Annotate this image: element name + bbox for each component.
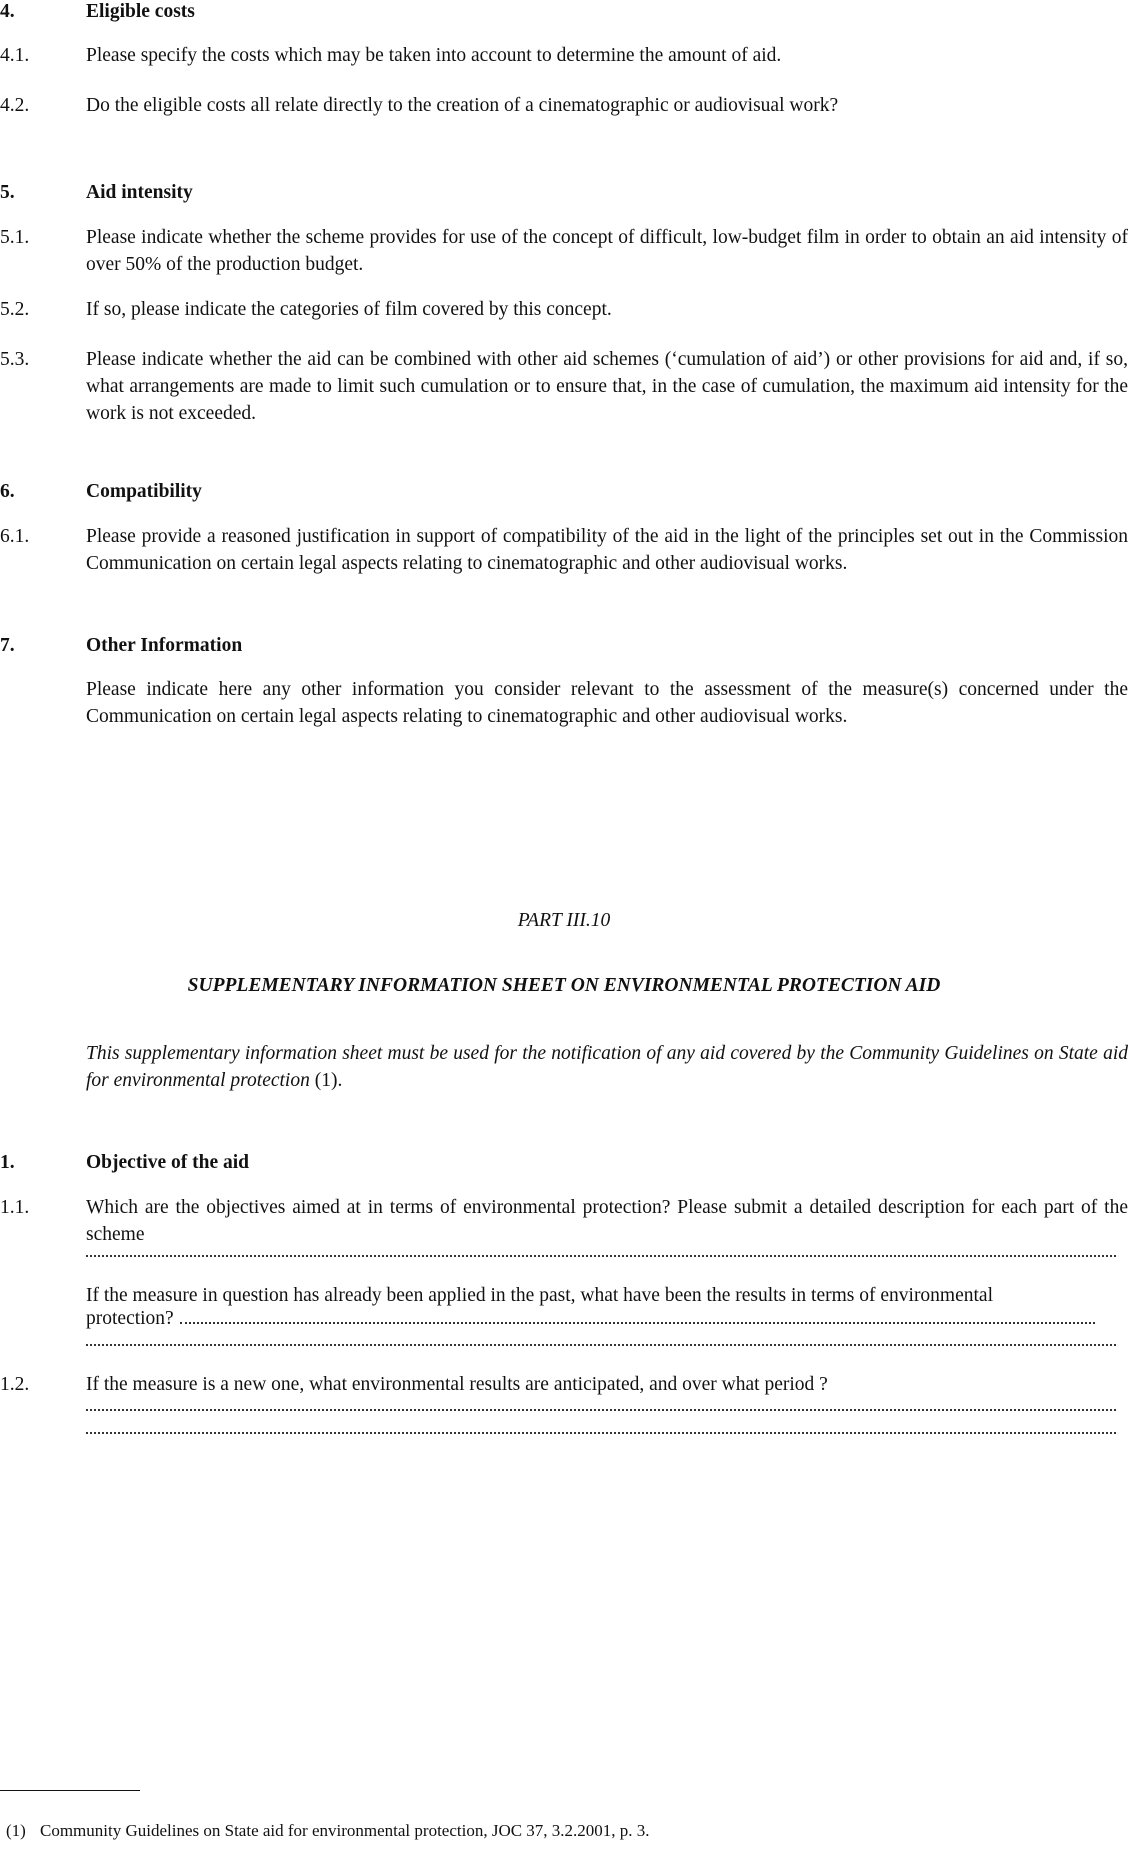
item-6-1-number: 6.1. [0, 526, 30, 547]
item-1-2-number: 1.2. [0, 1374, 30, 1395]
item-1-2-text: If the measure is a new one, what environmental results are anticipated, and over what period ? [86, 1374, 828, 1395]
item-5-1-text: Please indicate whether the scheme provides for use of the concept of difficult, low-budget film in order to obtain an aid intensity of over 50% of the production budget. [86, 227, 1128, 275]
section-6-number: 6. [0, 481, 15, 502]
part-label: PART III.10 [517, 910, 611, 931]
section-1-number: 1. [0, 1152, 15, 1173]
item-4-2-text: Do the eligible costs all relate directly to the creation of a cinematographic or audiovisual work? [86, 95, 839, 116]
part-intro [86, 1040, 1128, 1094]
part-intro-text: This supplementary information sheet must be used for the notification of any aid covered by the Community Guidelines on State aid for environmental protection [86, 1043, 1128, 1091]
section-7-number: 7. [0, 635, 15, 656]
item-5-2-number: 5.2. [0, 299, 30, 320]
item-5-3-text: Please indicate whether the aid can be combined with other aid schemes (‘cumulation of aid’) or other provisions for aid and, if so, what arrangements are made to limit such cumulation or to ensure that, in the case of cumulation, the maximum aid intensity for the work is not exceeded. [86, 349, 1128, 424]
section-6-title: Compatibility [86, 481, 202, 502]
section-5-title: Aid intensity [86, 182, 193, 203]
footnote-text: Community Guidelines on State aid for environmental protection, JOC 37, 3.2.2001, p. 3. [40, 1821, 650, 1840]
answer-line-1-2-b[interactable] [86, 1430, 1116, 1434]
section-4-number: 4. [0, 1, 15, 22]
item-4-2-number: 4.2. [0, 95, 30, 116]
item-4-1-text: Please specify the costs which may be taken into account to determine the amount of aid. [86, 45, 782, 66]
section-5-number: 5. [0, 182, 15, 203]
item-5-2-text: If so, please indicate the categories of film covered by this concept. [86, 299, 612, 320]
answer-line-1-1-a[interactable] [86, 1253, 1116, 1257]
answer-line-1-1-c[interactable] [86, 1342, 1116, 1346]
item-5-3-number: 5.3. [0, 349, 30, 370]
section-7-title: Other Information [86, 635, 243, 656]
item-1-1b-line2 [86, 1305, 1116, 1332]
item-5-1-number: 5.1. [0, 227, 30, 248]
footnote-rule [0, 1790, 140, 1791]
section-4-title: Eligible costs [86, 1, 195, 22]
answer-line-1-2-a[interactable] [86, 1407, 1116, 1411]
item-4-1-number: 4.1. [0, 45, 30, 66]
section-7-body: Please indicate here any other information you consider relevant to the assessment of the measure(s) concerned under the Communication on certain legal aspects relating to cinematographic and other audiovisual works. [86, 679, 1128, 727]
item-1-1b-line2-text: protection? [86, 1308, 174, 1329]
item-1-1b-line1: If the measure in question has already been applied in the past, what have been the results in terms of environmental [86, 1285, 993, 1306]
item-6-1-text: Please provide a reasoned justification in support of compatibility of the aid in the light of the principles set out in the Commission Communication on certain legal aspects relating to cinematographic and other audiovisual works. [86, 526, 1128, 574]
answer-line-1-1-b[interactable] [180, 1320, 1095, 1324]
footnote-marker: (1) [6, 1821, 26, 1840]
section-1-title: Objective of the aid [86, 1152, 250, 1173]
part-heading: SUPPLEMENTARY INFORMATION SHEET ON ENVIRONMENTAL PROTECTION AID [187, 975, 941, 996]
item-1-1-text: Which are the objectives aimed at in terms of environmental protection? Please submit a detailed description for each part of the scheme [86, 1197, 1128, 1245]
footnote-ref: (1). [314, 1070, 343, 1091]
item-1-1-number: 1.1. [0, 1197, 30, 1218]
